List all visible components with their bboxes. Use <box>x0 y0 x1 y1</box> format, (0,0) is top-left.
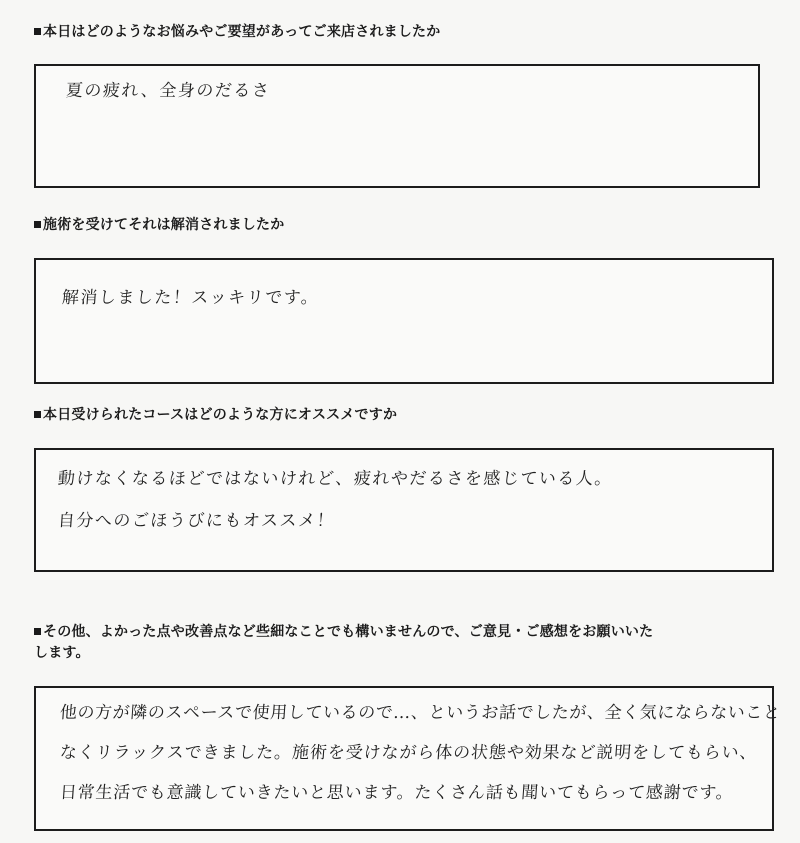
question-3-text: 本日受けられたコースはどのような方にオススメですか <box>43 407 398 423</box>
question-2-text: 施術を受けてそれは解消されましたか <box>43 217 285 233</box>
square-bullet-icon <box>34 411 41 418</box>
question-4 <box>34 622 653 664</box>
answer-box-2 <box>34 258 774 384</box>
square-bullet-icon <box>34 28 41 35</box>
answer-3-line-1: 動けなくなるほどではないけれど、疲れやだるさを感じている人。 <box>57 469 614 489</box>
answer-box-4 <box>34 686 782 831</box>
answer-1-line-1: 夏の疲れ、全身のだるさ <box>65 81 272 101</box>
question-3 <box>34 405 397 426</box>
answer-2-line-1: 解消しました！スッキリです。 <box>61 288 321 308</box>
question-2 <box>34 215 284 236</box>
answer-4-line-1: 他の方が隣のスペースで使用しているので…、というお話でしたが、全く気にならないこと <box>59 703 782 723</box>
answer-3-line-2: 自分へのごほうびにもオススメ！ <box>57 511 336 531</box>
square-bullet-icon <box>34 221 41 228</box>
answer-4-line-2: なくリラックスできました。施術を受けながら体の状態や効果など説明をしてもらい、 <box>59 743 759 763</box>
question-1-text: 本日はどのようなお悩みやご要望があってご来店されましたか <box>43 24 441 40</box>
question-4-text-line-2: します。 <box>34 645 90 661</box>
answer-box-1 <box>34 64 760 188</box>
question-1 <box>34 22 440 43</box>
question-4-text-line-1: その他、よかった点や改善点など些細なことでも構いませんので、ご意見・ご感想をお願いいた <box>43 624 654 640</box>
square-bullet-icon <box>34 628 41 635</box>
answer-box-3 <box>34 448 774 572</box>
answer-4-line-3: 日常生活でも意識していきたいと思います。たくさん話も聞いてもらって感謝です。 <box>59 783 735 803</box>
